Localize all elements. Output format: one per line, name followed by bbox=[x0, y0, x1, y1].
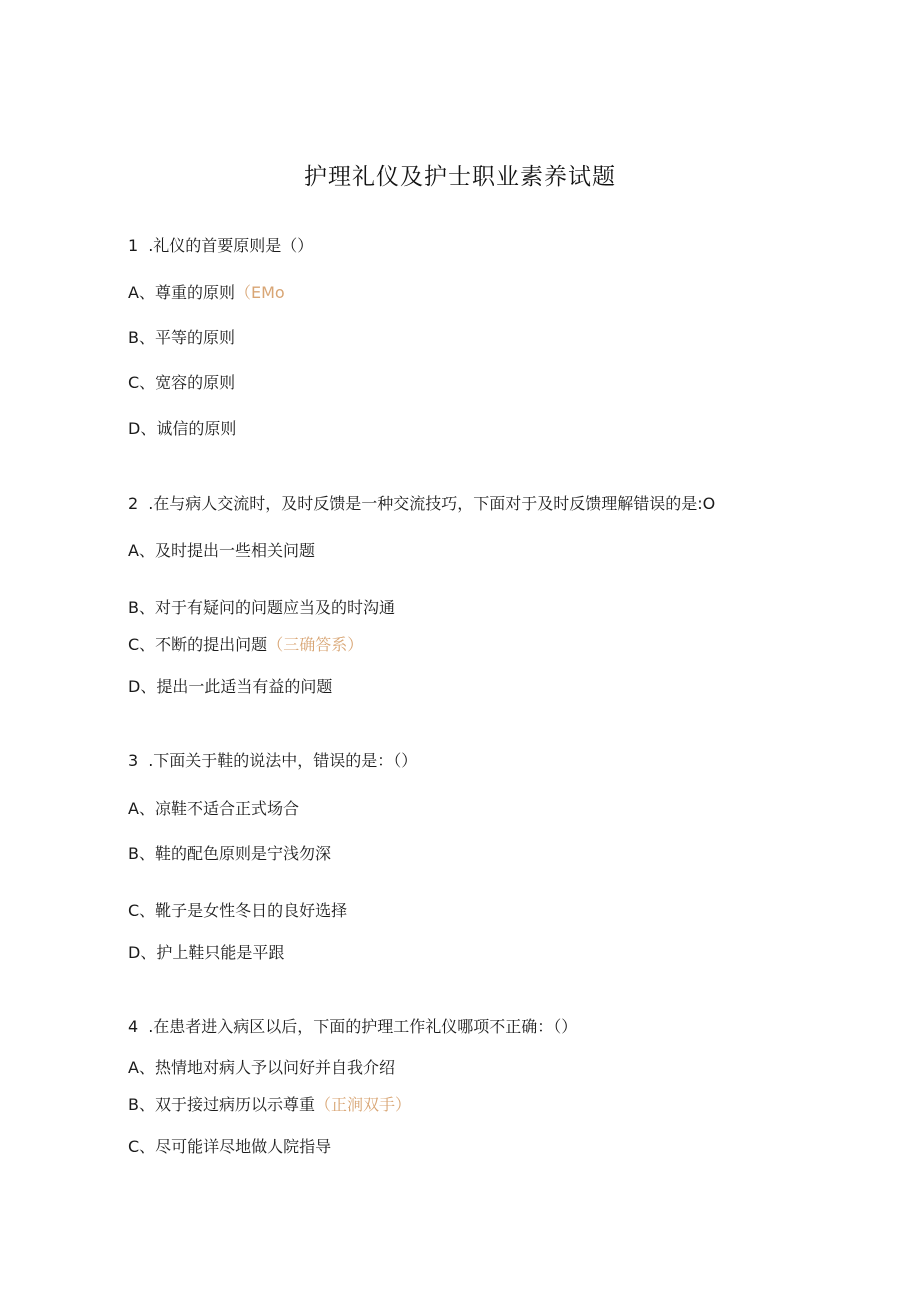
option-label: C、靴子是女性冬日的良好选择 bbox=[128, 901, 348, 920]
question-2-option-b bbox=[128, 598, 395, 618]
option-label: A、及时提出一些相关问题 bbox=[128, 541, 315, 560]
option-label: A、尊重的原则 bbox=[128, 283, 235, 302]
option-label: B、双于接过病历以示尊重 bbox=[128, 1095, 315, 1114]
question-2-option-a bbox=[128, 541, 315, 561]
option-label: B、平等的原则 bbox=[128, 328, 235, 347]
option-label: A、热情地对病人予以问好并自我介绍 bbox=[128, 1058, 395, 1077]
answer-note: （正涧双手） bbox=[314, 1095, 411, 1114]
question-number: 1 bbox=[128, 236, 139, 255]
option-label: D、提出一此适当有益的问题 bbox=[128, 677, 333, 696]
option-label: D、护上鞋只能是平跟 bbox=[128, 943, 285, 962]
question-2-option-c bbox=[128, 635, 363, 655]
question-number: 3 bbox=[128, 751, 139, 770]
question-4-option-c bbox=[128, 1137, 331, 1157]
question-3-stem bbox=[128, 751, 417, 771]
question-3-option-b bbox=[128, 844, 331, 864]
question-1-option-a bbox=[128, 283, 285, 303]
question-text: .在与病人交流时，及时反馈是一种交流技巧，下面对于及时反馈理解错误的是:O bbox=[148, 494, 716, 513]
question-1-stem bbox=[128, 236, 313, 256]
question-text: .礼仪的首要原则是（） bbox=[148, 236, 314, 255]
option-label: A、凉鞋不适合正式场合 bbox=[128, 799, 299, 818]
question-1-option-d bbox=[128, 419, 236, 439]
answer-note: （EMo bbox=[234, 283, 285, 302]
answer-note: （三确答系） bbox=[267, 635, 364, 654]
question-3-option-c bbox=[128, 901, 347, 921]
question-number: 2 bbox=[128, 494, 139, 513]
option-label: C、尽可能详尽地做人院指导 bbox=[128, 1137, 332, 1156]
option-label: D、诚信的原则 bbox=[128, 419, 237, 438]
option-label: B、对于有疑问的问题应当及的时沟通 bbox=[128, 598, 395, 617]
option-label: C、宽容的原则 bbox=[128, 373, 236, 392]
question-2-option-d bbox=[128, 677, 332, 697]
question-text: .在患者进入病区以后，下面的护理工作礼仪哪项不正确：（） bbox=[148, 1017, 578, 1036]
option-label: B、鞋的配色原则是宁浅勿深 bbox=[128, 844, 331, 863]
question-text: .下面关于鞋的说法中，错误的是：（） bbox=[148, 751, 418, 770]
question-1-option-b bbox=[128, 328, 235, 348]
question-3-option-d bbox=[128, 943, 284, 963]
option-label: C、不断的提出问题 bbox=[128, 635, 268, 654]
question-3-option-a bbox=[128, 799, 299, 819]
question-1-option-c bbox=[128, 373, 235, 393]
question-2-stem bbox=[128, 494, 715, 514]
question-4-option-b bbox=[128, 1095, 411, 1115]
page-title: 护理礼仪及护士职业素养试题 bbox=[304, 164, 616, 190]
question-number: 4 bbox=[128, 1017, 139, 1036]
question-4-stem bbox=[128, 1017, 577, 1037]
question-4-option-a bbox=[128, 1058, 395, 1078]
